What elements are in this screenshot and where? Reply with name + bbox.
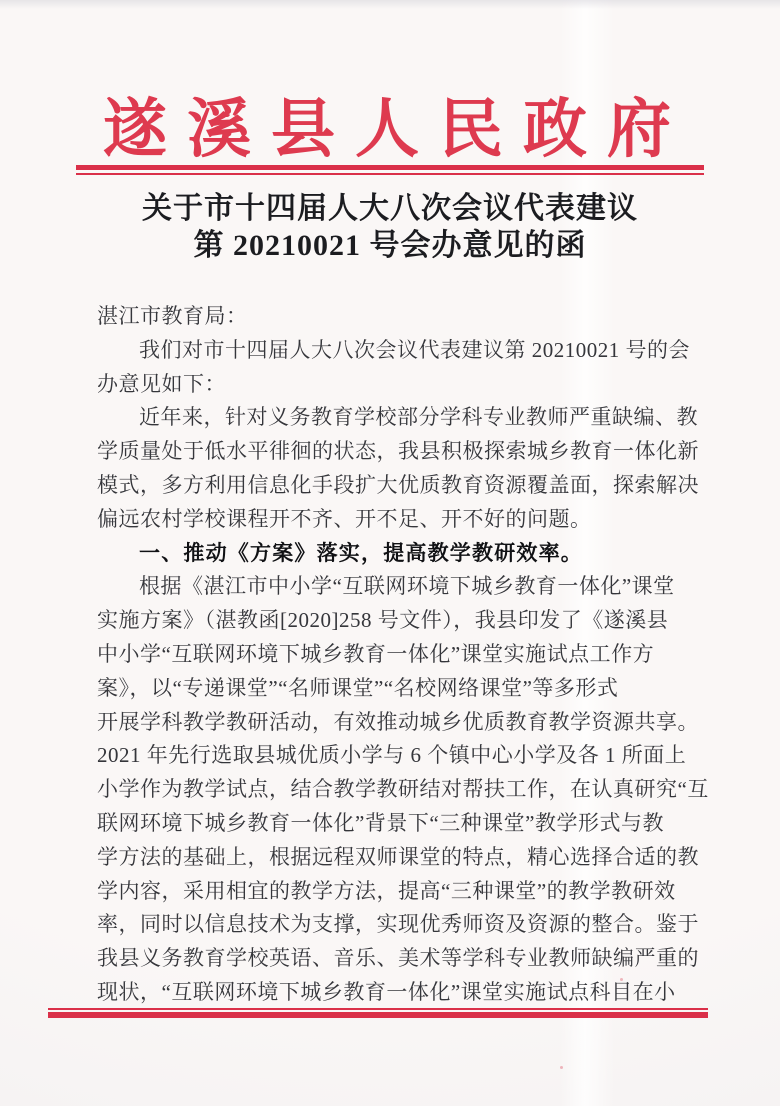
scan-speck xyxy=(560,1066,563,1069)
body-line: 办意见如下： xyxy=(97,371,226,396)
body-line: 实施方案》（湛教函[2020]258 号文件），我县印发了《遂溪县 xyxy=(97,608,669,633)
scan-speck xyxy=(620,978,623,981)
body-line: 我县义务教育学校英语、音乐、美术等学科专业教师缺编严重的 xyxy=(97,946,699,971)
body-line: 模式，多方利用信息化手段扩大优质教育资源覆盖面，探索解决 xyxy=(97,472,699,497)
body-line: 学质量处于低水平徘徊的状态，我县积极探索城乡教育一体化新 xyxy=(97,439,699,464)
section-heading: 一、推动《方案》落实，提高教学教研效率。 xyxy=(139,541,583,565)
body-line: 学内容，采用相宜的教学方法，提高“三种课堂”的教学教研效 xyxy=(97,878,676,903)
body-line: 我们对市十四届人大八次会议代表建议第 20210021 号的会 xyxy=(139,337,690,362)
body-line: 现状，“互联网环境下城乡教育一体化”课堂实施试点科目在小 xyxy=(97,979,676,1004)
document-body xyxy=(97,300,709,1010)
agency-letterhead: 遂溪县人民政府 xyxy=(103,94,691,165)
document-title-line2: 第 20210021 号会办意见的函 xyxy=(193,229,587,262)
body-line: 偏远农村学校课程开不齐、开不足、开不好的问题。 xyxy=(97,506,592,531)
document-title xyxy=(0,190,780,264)
body-line: 案》，以“专递课堂”“名师课堂”“名校网络课堂”等多形式 xyxy=(97,675,619,700)
body-line: 联网环境下城乡教育一体化”背景下“三种课堂”教学形式与教 xyxy=(97,810,664,835)
red-footer-separator xyxy=(48,1008,708,1018)
body-line: 中小学“互联网环境下城乡教育一体化”课堂实施试点工作方 xyxy=(97,641,655,666)
body-line: 率，同时以信息技术为支撑，实现优秀师资及资源的整合。鉴于 xyxy=(97,912,699,937)
body-line: 近年来，针对义务教育学校部分学科专业教师严重缺编、教 xyxy=(139,405,698,430)
body-line: 根据《湛江市中小学“互联网环境下城乡教育一体化”课堂 xyxy=(139,574,675,599)
red-header-separator xyxy=(76,165,704,175)
body-line: 小学作为教学试点，结合教学教研结对帮扶工作，在认真研究“互 xyxy=(97,777,709,802)
body-line: 湛江市教育局： xyxy=(97,304,248,328)
body-line: 学方法的基础上，根据远程双师课堂的特点，精心选择合适的教 xyxy=(97,844,699,869)
body-line: 开展学科教学教研活动，有效推动城乡优质教育教学资源共享。 xyxy=(97,709,699,734)
document-title-line1: 关于市十四届人大八次会议代表建议 xyxy=(142,192,638,225)
body-line: 2021 年先行选取县城优质小学与 6 个镇中心小学及各 1 所面上 xyxy=(97,743,687,768)
